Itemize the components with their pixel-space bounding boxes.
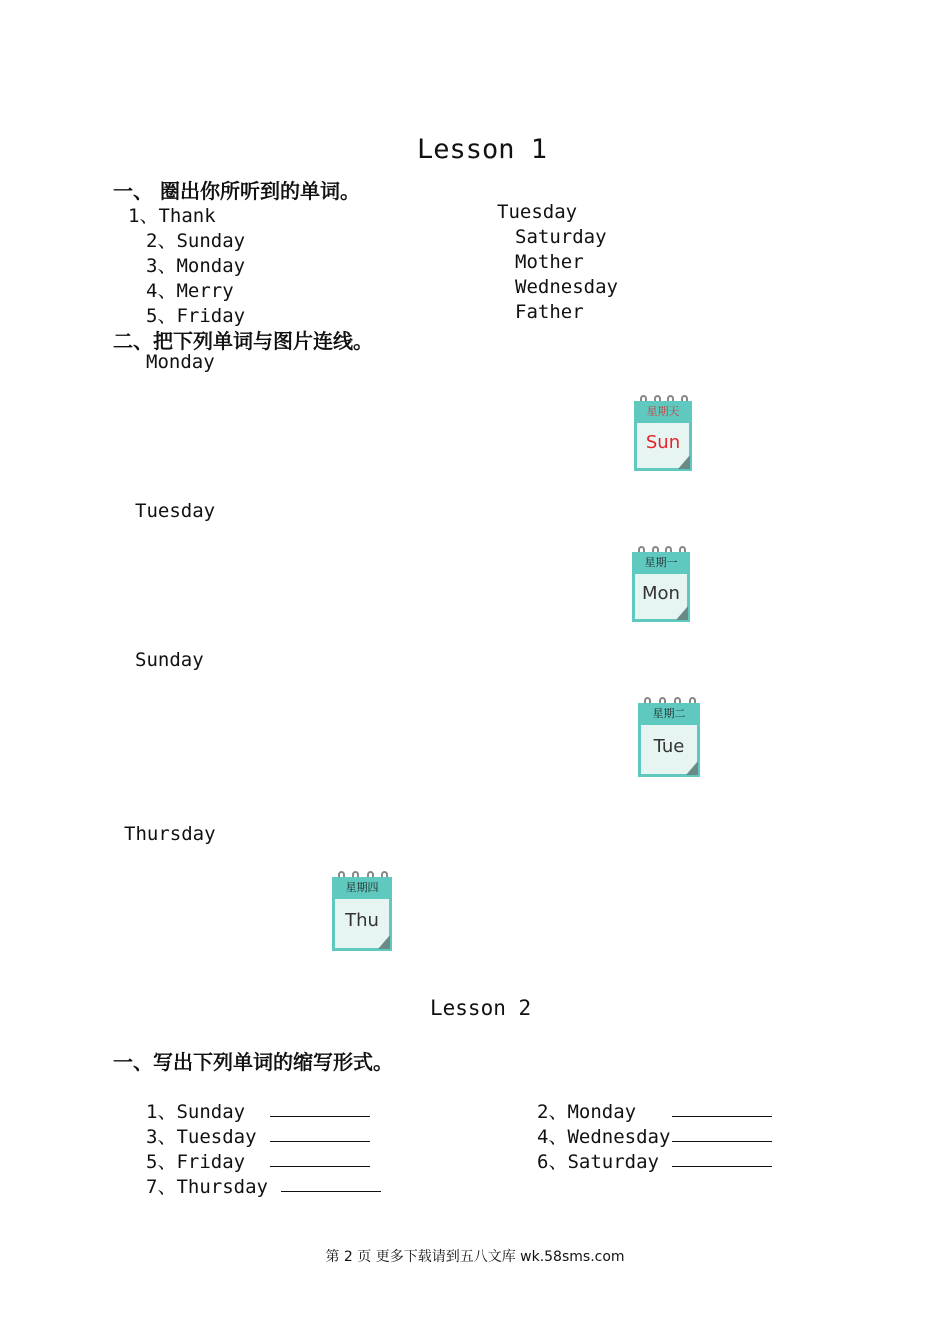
word-right-4: Wednesday — [515, 276, 618, 298]
word-right-3: Mother — [515, 251, 584, 273]
word-left-2: 2、Sunday — [146, 230, 246, 252]
abbr-item-1: 1、Sunday — [146, 1101, 246, 1123]
answer-blank-1[interactable] — [270, 1100, 370, 1121]
calendar-label: Mon — [632, 574, 690, 622]
abbr-item-4: 4、Wednesday — [537, 1126, 671, 1148]
word-left-1: 1、Thank — [128, 205, 216, 227]
abbr-item-7: 7、Thursday — [146, 1176, 268, 1198]
match-word-thursday: Thursday — [124, 823, 216, 845]
section2-heading: 二、把下列单词与图片连线。 — [113, 329, 373, 353]
abbr-item-5: 5、Friday — [146, 1151, 246, 1173]
match-word-tuesday: Tuesday — [135, 500, 216, 522]
calendar-header: 星期四 — [332, 877, 392, 899]
answer-blank-7[interactable] — [281, 1175, 381, 1196]
lesson2-title: Lesson 2 — [430, 996, 532, 1020]
calendar-label: Thu — [332, 899, 392, 951]
calendar-mon-icon — [632, 546, 690, 622]
answer-blank-3[interactable] — [270, 1125, 370, 1146]
calendar-header: 星期一 — [632, 552, 690, 574]
word-left-5: 5、Friday — [146, 305, 246, 327]
lesson1-title: Lesson 1 — [417, 134, 548, 165]
calendar-header: 星期二 — [638, 703, 700, 725]
calendar-label: Sun — [634, 423, 692, 471]
abbr-item-3: 3、Tuesday — [146, 1126, 257, 1148]
calendar-thu-icon — [332, 871, 392, 951]
lesson2-heading: 一、写出下列单词的缩写形式。 — [113, 1050, 393, 1074]
abbr-item-6: 6、Saturday — [537, 1151, 659, 1173]
word-right-5: Father — [515, 301, 584, 323]
answer-blank-6[interactable] — [672, 1150, 772, 1171]
word-right-1: Tuesday — [497, 201, 578, 223]
abbr-item-2: 2、Monday — [537, 1101, 637, 1123]
page-footer: 第 2 页 更多下载请到五八文库 wk.58sms.com — [325, 1249, 625, 1265]
match-word-monday: Monday — [146, 351, 215, 373]
word-left-3: 3、Monday — [146, 255, 246, 277]
calendar-label: Tue — [638, 725, 700, 777]
calendar-tue-icon — [638, 697, 700, 777]
match-word-sunday: Sunday — [135, 649, 204, 671]
section1-heading: 一、 圈出你所听到的单词。 — [113, 179, 360, 203]
answer-blank-2[interactable] — [672, 1100, 772, 1121]
word-right-2: Saturday — [515, 226, 607, 248]
word-left-4: 4、Merry — [146, 280, 234, 302]
answer-blank-4[interactable] — [672, 1125, 772, 1146]
calendar-sun-icon — [634, 395, 692, 471]
calendar-header: 星期天 — [634, 401, 692, 423]
answer-blank-5[interactable] — [270, 1150, 370, 1171]
